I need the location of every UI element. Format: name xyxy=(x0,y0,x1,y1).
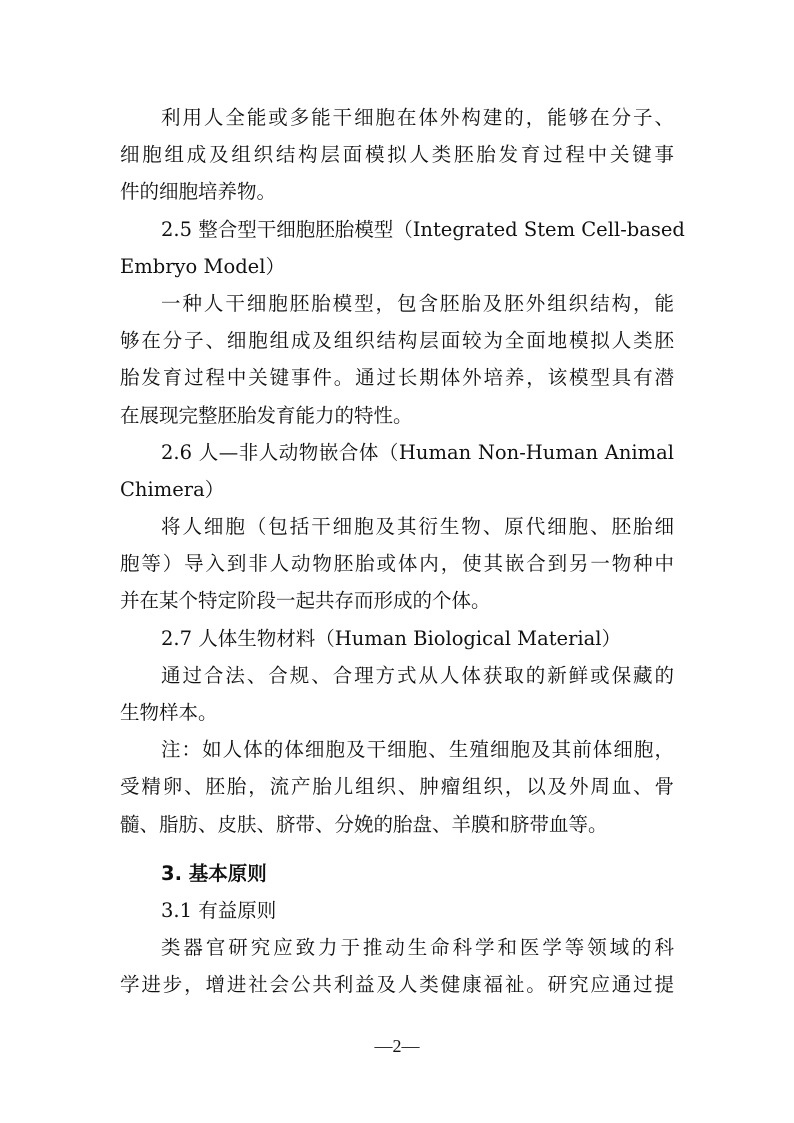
paragraph-line: 一种人干细胞胚胎模型，包含胚胎及胚外组织结构，能 xyxy=(161,291,674,315)
section-heading-2-6-cont: Chimera） xyxy=(120,477,225,501)
page-number: —2— xyxy=(374,1036,420,1056)
paragraph-line: 够在分子、细胞组成及组织结构层面较为全面地模拟人类胚 xyxy=(120,329,674,353)
paragraph-line: 胎发育过程中关键事件。通过长期体外培养，该模型具有潜 xyxy=(120,366,674,390)
paragraph-line: 利用人全能或多能干细胞在体外构建的，能够在分子、 xyxy=(161,106,674,129)
section-heading-2-7: 2.7 人体生物材料（Human Biological Material） xyxy=(161,626,622,650)
section-heading-2-5: 2.5 整合型干细胞胚胎模型（Integrated Stem Cell-based xyxy=(161,217,685,241)
section-heading-3: 3. 基本原则 xyxy=(161,861,267,885)
note-line: 髓、脂肪、皮肤、脐带、分娩的胎盘、羊膜和脐带血等。 xyxy=(120,812,608,836)
section-heading-2-6: 2.6 人—非人动物嵌合体（Human Non-Human Animal xyxy=(161,440,674,464)
paragraph-line: 将人细胞（包括干细胞及其衍生物、原代细胞、胚胎细 xyxy=(161,515,674,539)
note-line: 受精卵、胚胎，流产胎儿组织、肿瘤组织，以及外周血、骨 xyxy=(120,775,674,799)
paragraph-line: 细胞组成及组织结构层面模拟人类胚胎发育过程中关键事 xyxy=(120,143,674,167)
document-body xyxy=(120,99,685,1004)
spacer xyxy=(120,843,674,855)
paragraph-line: 类器官研究应致力于推动生命科学和医学等领域的科 xyxy=(161,936,674,960)
section-heading-2-5-cont: Embryo Model） xyxy=(120,254,285,278)
note-line: 注：如人体的体细胞及干细胞、生殖细胞及其前体细胞， xyxy=(161,738,674,762)
paragraph-line: 在展现完整胚胎发育能力的特性。 xyxy=(120,403,413,427)
paragraph-line: 件的细胞培养物。 xyxy=(120,180,277,204)
paragraph-line: 通过合法、合规、合理方式从人体获取的新鲜或保藏的 xyxy=(161,663,674,687)
paragraph-line: 生物样本。 xyxy=(120,701,218,724)
section-heading-3-1: 3.1 有益原则 xyxy=(161,898,277,922)
paragraph-line: 胞等）导入到非人动物胚胎或体内，使其嵌合到另一物种中 xyxy=(120,552,674,576)
paragraph-line: 并在某个特定阶段一起共存而形成的个体。 xyxy=(120,589,491,613)
paragraph-line: 学进步，增进社会公共利益及人类健康福祉。研究应通过提 xyxy=(120,973,674,997)
